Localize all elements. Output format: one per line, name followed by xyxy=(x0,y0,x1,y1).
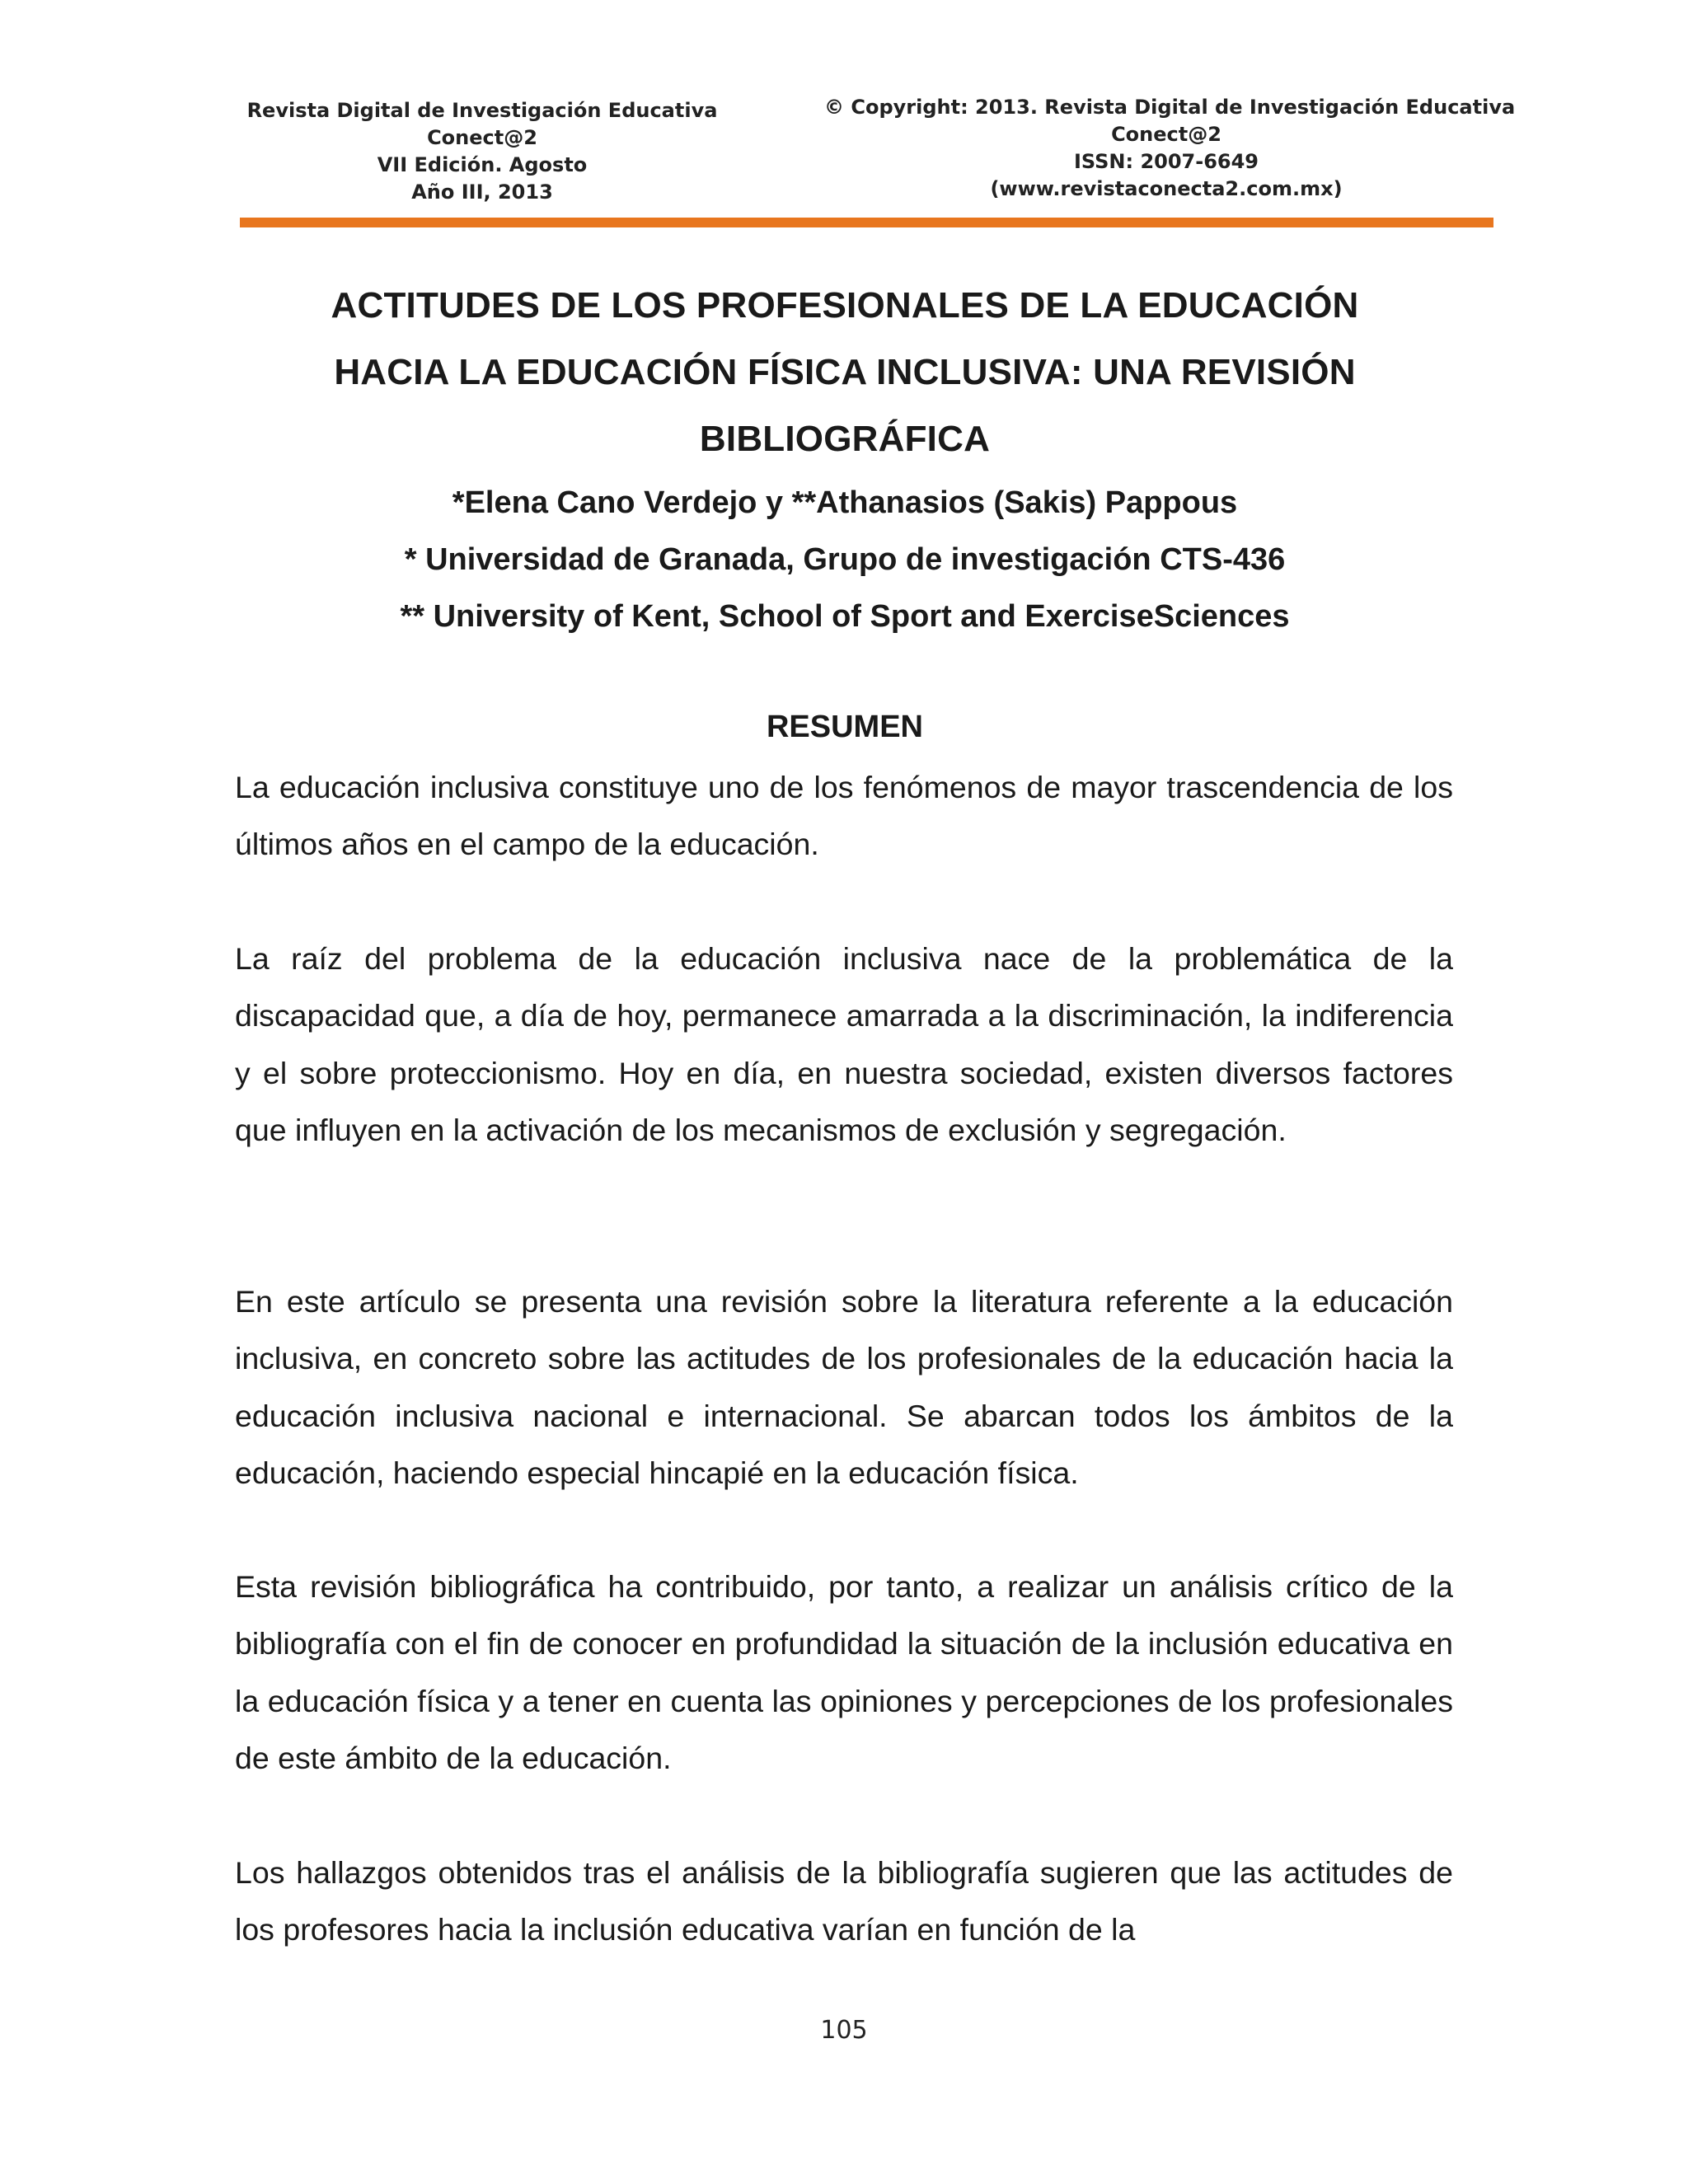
title-line-2: HACIA LA EDUCACIÓN FÍSICA INCLUSIVA: UNA REVISIÓN xyxy=(334,352,1356,392)
issn: ISSN: 2007-6649 xyxy=(1073,150,1259,173)
edition: VII Edición. Agosto xyxy=(377,153,588,176)
journal-short-name-right: Conect@2 xyxy=(1111,123,1221,146)
page-number: 105 xyxy=(820,2016,868,2045)
title-line-1: ACTITUDES DE LOS PROFESIONALES DE LA EDUCACIÓN xyxy=(331,285,1359,326)
year: Año III, 2013 xyxy=(411,180,553,204)
journal-website: (www.revistaconecta2.com.mx) xyxy=(990,177,1343,200)
title-line-3: BIBLIOGRÁFICA xyxy=(699,419,991,459)
journal-info-right xyxy=(824,94,1516,203)
author-block xyxy=(235,475,1455,645)
authors: *Elena Cano Verdejo y **Athanasios (Sakis) Pappous xyxy=(452,485,1238,520)
journal-short-name: Conect@2 xyxy=(427,126,537,149)
journal-info-left xyxy=(239,97,725,206)
abstract-paragraph: Esta revisión bibliográfica ha contribuido, por tanto, a realizar un análisis crítico de la bibliografía con el fin de conocer en profundidad la situación de la inclusión educativa en la educación física y a tener en cuenta las opiniones y percepciones de los profesionales de este ámbito de la educación. xyxy=(235,1569,1453,1775)
abstract-paragraph: Los hallazgos obtenidos tras el análisis de la bibliografía sugieren que las actitudes de los profesores hacia la inclusión educativa varían en función de la xyxy=(235,1855,1453,1947)
copyright-line: © Copyright: 2013. Revista Digital de Investigación Educativa xyxy=(824,96,1516,119)
abstract-paragraph: En este artículo se presenta una revisión sobre la literatura referente a la educación inclusiva, en concreto sobre las actitudes de los profesionales de la educación hacia la educación inclusiva nacional e internacional. Se abarcan todos los ámbitos de la educación, haciendo especial hincapié en la educación física. xyxy=(235,1284,1453,1490)
affiliation-granada: * Universidad de Granada, Grupo de investigación CTS-436 xyxy=(404,542,1286,577)
affiliation-kent: ** University of Kent, School of Sport and ExerciseSciences xyxy=(400,599,1290,634)
abstract-paragraph: La raíz del problema de la educación inclusiva nace de la problemática de la discapacidad que, a día de hoy, permanece amarrada a la discriminación, la indiferencia y el sobre proteccionismo. Hoy en día, en nuestra sociedad, existen diversos factores que influyen en la activación de los mecanismos de exclusión y segregación. xyxy=(235,941,1453,1147)
header-divider xyxy=(240,218,1493,227)
abstract-paragraph: La educación inclusiva constituye uno de los fenómenos de mayor trascendencia de los últimos años en el campo de la educación. xyxy=(235,770,1453,862)
abstract-heading: RESUMEN xyxy=(766,710,924,744)
article-title xyxy=(235,272,1455,472)
journal-name: Revista Digital de Investigación Educativa xyxy=(246,99,718,122)
